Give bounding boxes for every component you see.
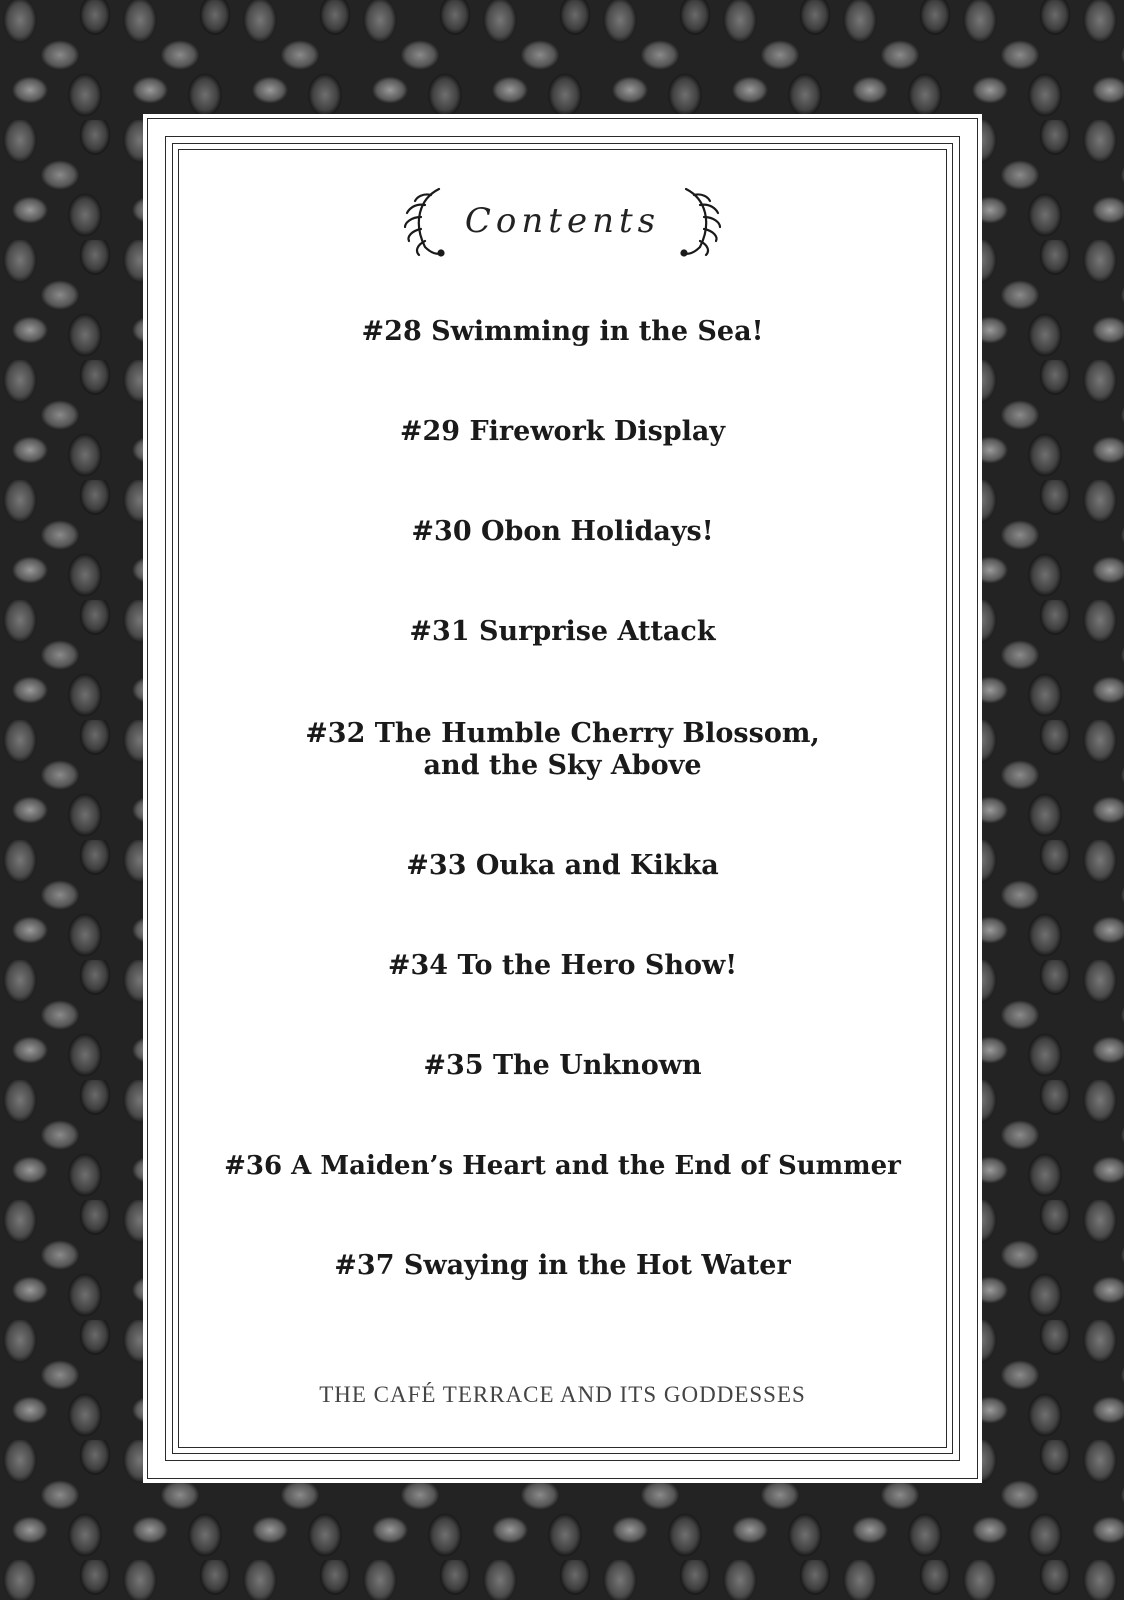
chapter-title: #28 Swimming in the Sea! <box>361 316 764 347</box>
page-title: Contents <box>464 201 661 241</box>
chapter-title: #36 A Maiden’s Heart and the End of Summer <box>224 1151 901 1181</box>
chapter-entry[interactable] <box>183 950 942 982</box>
chapter-entry[interactable] <box>183 1150 942 1182</box>
contents-panel <box>143 114 982 1483</box>
chapter-title: #30 Obon Holidays! <box>411 516 714 547</box>
chapter-title: #35 The Unknown <box>423 1050 702 1081</box>
chapter-title: #29 Firework Display <box>399 416 726 447</box>
chapter-entry[interactable] <box>183 1250 942 1282</box>
chapter-entry[interactable] <box>183 718 942 782</box>
chapter-list <box>183 114 942 1483</box>
chapter-entry[interactable] <box>183 516 942 548</box>
chapter-entry[interactable] <box>183 316 942 348</box>
chapter-title: #33 Ouka and Kikka <box>406 850 719 881</box>
chapter-entry[interactable] <box>183 416 942 448</box>
chapter-title: #34 To the Hero Show! <box>387 950 738 981</box>
chapter-title: #37 Swaying in the Hot Water <box>334 1250 791 1281</box>
chapter-entry[interactable] <box>183 850 942 882</box>
chapter-title: #31 Surprise Attack <box>409 616 716 647</box>
chapter-entry[interactable] <box>183 1050 942 1082</box>
series-title: THE CAFÉ TERRACE AND ITS GODDESSES <box>319 1382 806 1407</box>
chapter-title: #32 The Humble Cherry Blossom, <box>305 718 820 749</box>
chapter-entry[interactable] <box>183 616 942 648</box>
chapter-title-continued: and the Sky Above <box>423 750 702 781</box>
